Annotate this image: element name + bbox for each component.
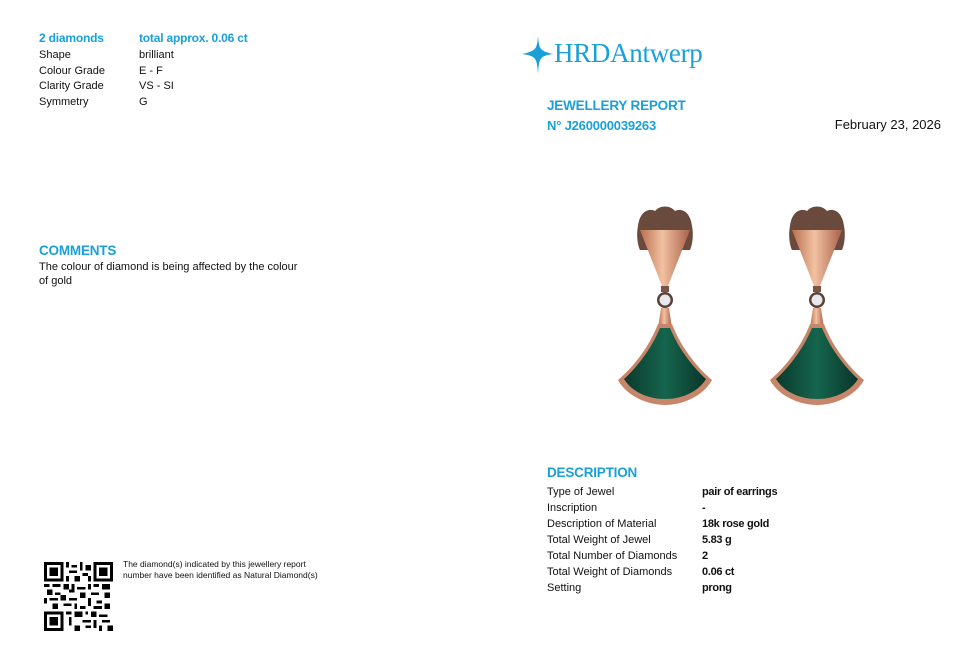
earring-left [618, 207, 712, 406]
description-row [547, 564, 735, 580]
description-row [547, 548, 708, 564]
report-title: JEWELLERY REPORT [547, 98, 686, 113]
logo-text: HRDAntwerp [554, 38, 703, 68]
detail-label: Clarity Grade [39, 80, 104, 92]
detail-value: brilliant [139, 49, 174, 61]
detail-label: Symmetry [39, 95, 89, 108]
description-value: - [702, 502, 706, 514]
comments-title: COMMENTS [39, 243, 117, 258]
hrd-antwerp-logo [520, 34, 720, 76]
description-label: Description of Material [547, 518, 657, 530]
description-label: Total Weight of Jewel [547, 534, 651, 546]
report-number: N° J260000039263 [547, 118, 656, 133]
four-point-star-icon [520, 34, 554, 76]
earrings-photo [600, 200, 900, 430]
description-row [547, 500, 706, 516]
description-value: 0.06 ct [702, 566, 735, 578]
detail-value: VS - SI [139, 80, 174, 92]
description-row [547, 484, 778, 500]
description-value: 5.83 g [702, 534, 732, 546]
diamond-detail-row [39, 64, 163, 80]
description-label: Type of Jewel [547, 486, 615, 498]
diamond-detail-row [39, 48, 174, 64]
description-label: Total Weight of Diamonds [547, 566, 673, 578]
detail-value: E - F [139, 64, 163, 77]
description-label: Inscription [547, 502, 598, 514]
description-value: prong [702, 582, 732, 594]
description-row [547, 516, 770, 532]
description-table [547, 484, 778, 596]
qr-note: The diamond(s) indicated by this jewellery report number have been identified as Natural Diamond(s) [123, 559, 318, 580]
diamonds-total-weight: total approx. 0.06 ct [139, 31, 248, 45]
description-value: pair of earrings [702, 486, 778, 498]
description-title: DESCRIPTION [547, 465, 638, 480]
detail-value: G [139, 95, 148, 108]
description-label: Setting [547, 582, 582, 594]
qr-code-icon[interactable] [44, 562, 113, 631]
description-value: 2 [702, 550, 708, 562]
description-value: 18k rose gold [702, 518, 770, 530]
diamond-detail-row [39, 95, 148, 111]
comments-text: The colour of diamond is being affected by the colour of gold [39, 261, 298, 287]
diamonds-count: 2 diamonds [39, 31, 104, 45]
detail-label: Shape [39, 49, 71, 61]
diamond-detail-row [39, 79, 174, 95]
description-row [547, 532, 732, 548]
report-date: February 23, 2026 [834, 117, 941, 132]
diamonds-header [39, 31, 248, 45]
description-label: Total Number of Diamonds [547, 550, 678, 562]
earring-right [770, 207, 864, 406]
detail-label: Colour Grade [39, 64, 106, 77]
diamond-details-table [39, 48, 174, 110]
description-row [547, 580, 732, 596]
